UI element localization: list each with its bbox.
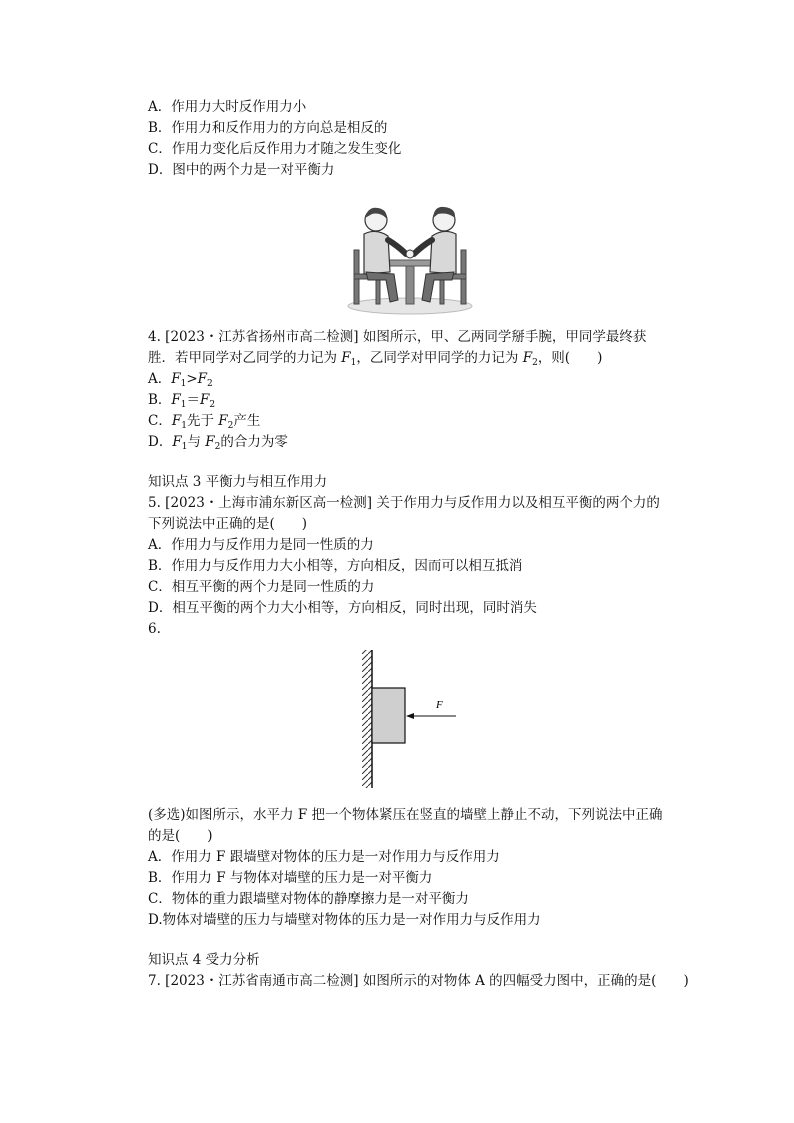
q6-stem-line1: (多选)如图所示，水平力 F 把一个物体紧压在竖直的墙壁上静止不动，下列说法中正确	[148, 807, 663, 823]
section-4-title: 知识点 4 受力分析	[148, 952, 260, 968]
q6-option-c: C．物体的重力跟墙壁对物体的静摩擦力是一对平衡力	[148, 891, 469, 907]
q5-option-b: B．作用力与反作用力大小相等，方向相反，因而可以相互抵消	[148, 558, 523, 574]
var-f1: F	[171, 371, 181, 387]
q4-option-a	[148, 369, 213, 391]
sub-2: 2	[207, 379, 213, 389]
q4-option-a-relation: >	[186, 371, 198, 387]
q3-option-d: D．图中的两个力是一对平衡力	[148, 162, 335, 178]
q4-stem-text-a: 胜．若甲同学对乙同学的力记为	[148, 350, 342, 366]
q6-stem-line2: 的是( )	[148, 828, 213, 844]
arm-wrestling-illustration	[346, 204, 474, 316]
sub-2: 2	[214, 442, 221, 452]
q5-option-c: C．相互平衡的两个力是同一性质的力	[148, 579, 375, 595]
sub-1: 1	[180, 400, 187, 410]
q4-stem-text-c: ，则( )	[537, 350, 603, 366]
sub-2: 2	[227, 421, 234, 431]
q6-option-a: A．作用力 F 跟墙壁对物体的压力是一对作用力与反作用力	[148, 849, 500, 865]
wall-block-force-figure	[356, 648, 466, 790]
q4-option-b-relation: ＝	[186, 392, 201, 408]
sub-2: 2	[532, 358, 538, 368]
var-f1: F	[171, 413, 182, 429]
q4-option-b	[148, 390, 215, 412]
var-f2: F	[218, 413, 228, 429]
force-f-label: F	[436, 699, 443, 711]
q4-option-d-letter: D．	[148, 434, 173, 450]
q4-option-b-letter: B．	[148, 392, 172, 408]
sub-2: 2	[209, 400, 216, 410]
var-f1: F	[171, 392, 181, 408]
q4-option-c-letter: C．	[148, 413, 172, 429]
q4-option-c	[148, 411, 260, 433]
q4-option-a-letter: A．	[148, 371, 172, 387]
q6-number: 6.	[148, 621, 161, 637]
var-f1: F	[172, 434, 182, 450]
var-f2: F	[197, 371, 208, 387]
q3-option-a: A．作用力大时反作用力小	[148, 99, 307, 115]
q6-option-d: D.物体对墙壁的压力与墙壁对物体的压力是一对作用力与反作用力	[148, 912, 541, 928]
q4-stem-line1: 4. [2023・江苏省扬州市高二检测] 如图所示，甲、乙两同学掰手腕，甲同学最终获	[148, 329, 647, 345]
q3-option-c: C．作用力变化后反作用力才随之发生变化	[148, 141, 402, 157]
var-f1: F	[341, 350, 351, 366]
q4-option-c-mid: 先于	[186, 413, 219, 429]
var-f2: F	[200, 392, 210, 408]
q5-option-d: D．相互平衡的两个力大小相等，方向相反，同时出现，同时消失	[148, 600, 537, 616]
sub-1: 1	[181, 421, 187, 431]
sub-1: 1	[180, 379, 187, 389]
q7-stem-line1: 7. [2023・江苏省南通市高二检测] 如图所示的对物体 A 的四幅受力图中，正确的是( )	[148, 973, 689, 989]
section-3-title: 知识点 3 平衡力与相互作用力	[148, 474, 328, 490]
q6-option-b: B．作用力 F 与物体对墙壁的压力是一对平衡力	[148, 870, 433, 886]
q5-stem-line1: 5. [2023・上海市浦东新区高一检测] 关于作用力与反作用力以及相互平衡的两个力的	[148, 495, 660, 511]
q5-option-a: A．作用力与反作用力是同一性质的力	[148, 537, 374, 553]
sub-1: 1	[181, 442, 188, 452]
sub-1: 1	[350, 358, 357, 368]
q4-stem-line2	[148, 348, 602, 370]
q4-option-c-end: 产生	[233, 413, 261, 429]
q4-option-d	[148, 432, 288, 454]
q4-option-d-mid: 与	[187, 434, 206, 450]
q5-stem-line2: 下列说法中正确的是( )	[148, 516, 308, 532]
var-f2: F	[522, 350, 533, 366]
q4-stem-text-b: ，乙同学对甲同学的力记为	[356, 350, 523, 366]
q4-option-d-end: 的合力为零	[220, 434, 288, 450]
q3-option-b: B．作用力和反作用力的方向总是相反的	[148, 120, 388, 136]
var-f2: F	[205, 434, 215, 450]
